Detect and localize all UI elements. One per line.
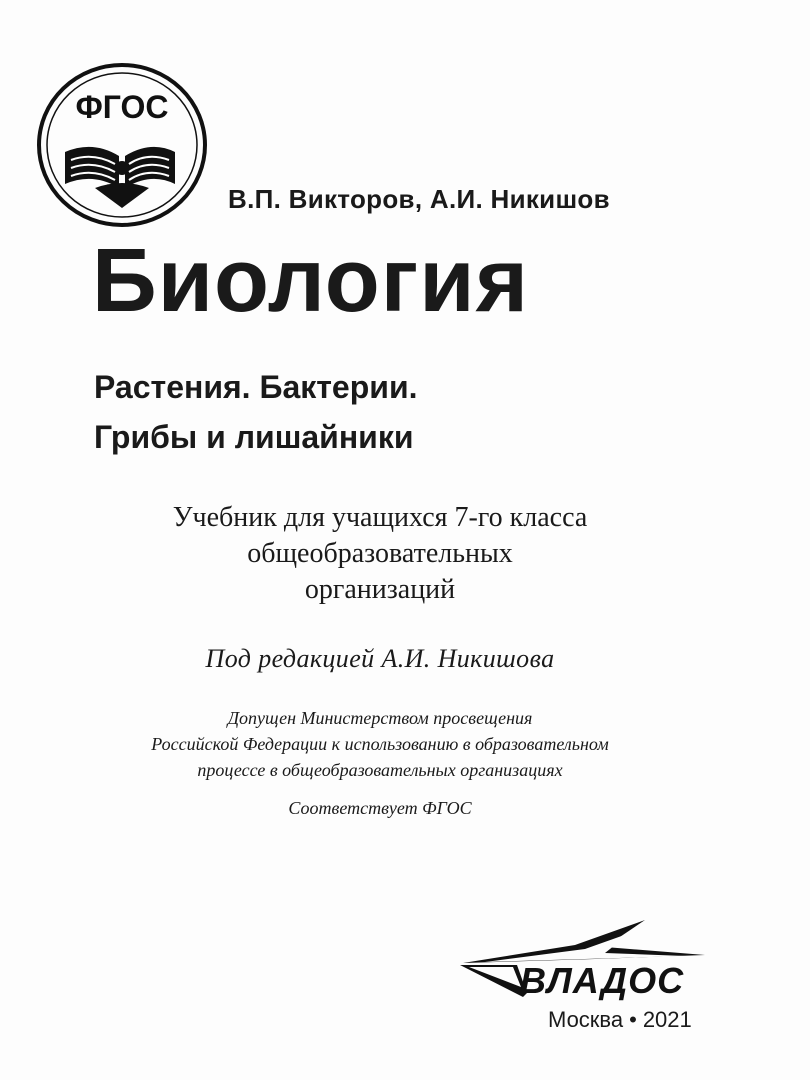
ministry-approval	[0, 705, 760, 783]
publisher-name: ВЛАДОС	[520, 960, 685, 1001]
imprint	[548, 1007, 692, 1033]
subtitle-line-1: Растения. Бактерии.	[94, 369, 418, 405]
subtitle-line-2: Грибы и лишайники	[94, 419, 414, 455]
audience-line-1: Учебник для учащихся 7-го класса	[172, 502, 588, 533]
audience-description	[0, 500, 760, 608]
book-title: Биология	[92, 231, 530, 331]
editor-credit: Под редакцией А.И. Никишова	[205, 644, 555, 673]
imprint-city: Москва	[548, 1007, 624, 1032]
imprint-year: 2021	[642, 1007, 692, 1032]
authors: В.П. Викторов, А.И. Никишов	[228, 184, 610, 214]
fgos-emblem-graphic	[35, 60, 210, 230]
imprint-separator: •	[629, 1007, 637, 1032]
standard-compliance: Соответствует ФГОС	[288, 798, 472, 818]
audience-line-3: организаций	[304, 574, 456, 605]
open-book-icon	[65, 147, 175, 208]
approval-line-1: Допущен Министерством просвещения	[227, 708, 533, 728]
audience-line-2: общеобразовательных	[247, 538, 513, 569]
fgos-emblem	[35, 60, 210, 230]
book-subtitle	[94, 362, 418, 462]
emblem-text: ФГОС	[75, 89, 169, 125]
approval-line-2: Российской Федерации к использованию в образовательном	[151, 734, 609, 754]
approval-line-3: процессе в общеобразовательных организациях	[197, 760, 563, 780]
